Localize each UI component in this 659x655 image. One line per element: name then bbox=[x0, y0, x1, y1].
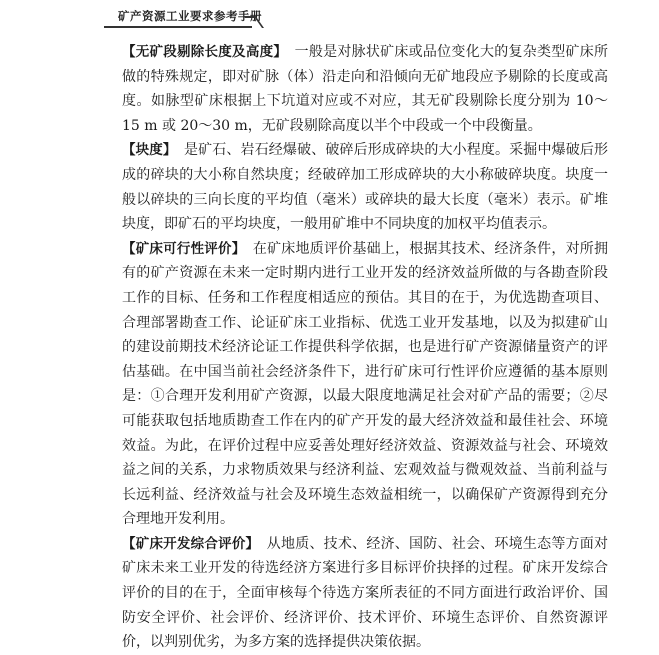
entry-term: 【矿床开发综合评价】 bbox=[122, 535, 253, 552]
entry-term: 【无矿段剔除长度及高度】 bbox=[122, 44, 281, 60]
entry-text: 是矿石、岩石经爆破、破碎后形成碎块的大小程度。采掘中爆破后形成的碎块的大小称自然块度；经破碎加工形成碎块的大小称破碎块度。块度一般以碎块的三向长度的平均值（毫米）或碎块的最大长度（毫米）表示。矿堆块度，即矿石的平均块度，一般用矿堆中不同块度的加权平均值表示。 bbox=[122, 142, 609, 233]
entry-term: 【块度】 bbox=[122, 142, 170, 159]
entry-feasibility-evaluation bbox=[122, 237, 608, 532]
running-head-title: 矿产资源工业要求参考手册 bbox=[118, 9, 262, 23]
entry-text: 一般是对脉状矿床或品位变化大的复杂类型矿床所做的特殊规定，即对矿脉（体）沿走向和沿倾向无矿地段应予剔除的长度或高度。如脉型矿床根据上下坑道对应或不对应，其无矿段剔除长度分别为 10～15 m 或 20～30 m，无矿段剔除高度以半个中段或一个中段衡量。 bbox=[122, 44, 609, 134]
entry-term: 【矿床可行性评价】 bbox=[122, 240, 239, 257]
entry-text: 从地质、技术、经济、国防、社会、环境生态等方面对矿床未来工业开发的待选经济方案进行多目标评价抉择的过程。矿床开发综合评价的目的在于，全面审核每个待选方案所表征的不同方面进行政治评价、国防安全评价、社会评价、经济评价、技术评价、环境生态评价、自然资源评价，以判别优劣，为多方案的选择提供决策依据。 bbox=[122, 535, 609, 651]
entry-comprehensive-evaluation bbox=[122, 532, 608, 655]
header-rule bbox=[104, 26, 252, 28]
entry-no-ore-section-length bbox=[122, 40, 608, 138]
entry-text: 在矿床地质评价基础上，根据其技术、经济条件，对所拥有的矿产资源在未来一定时期内进行工业开发的经济效益所做的与各勘查阶段工作的目标、任务和工作程度相适应的预估。其目的在于，为优选勘查项目、合理部署勘查工作、论证矿床工业指标、优选工业开发基地，以及为拟建矿山的建设前期技术经济论证工作提供科学依据，也是进行矿产资源储量资产的评估基础。在中国当前社会经济条件下，进行矿床可行性评价应遵循的基本原则是：①合理开发利用矿产资源，以最大限度地满足社会对矿产品的需要；②尽可能获取包括地质勘查工作在内的矿产开发的最大经济效益和最佳社会、环境效益。为此，在评价过程中应妥善处理好经济效益、资源效益与社会、环境效益之间的关系，力求物质效果与经济利益、宏观效益与微观效益、当前利益与长远利益、经济效益与社会及环境生态效益相统一，以确保矿产资源得到充分合理地开发利用。 bbox=[122, 240, 609, 528]
entry-lumpiness bbox=[122, 138, 608, 236]
body-text bbox=[122, 40, 608, 655]
